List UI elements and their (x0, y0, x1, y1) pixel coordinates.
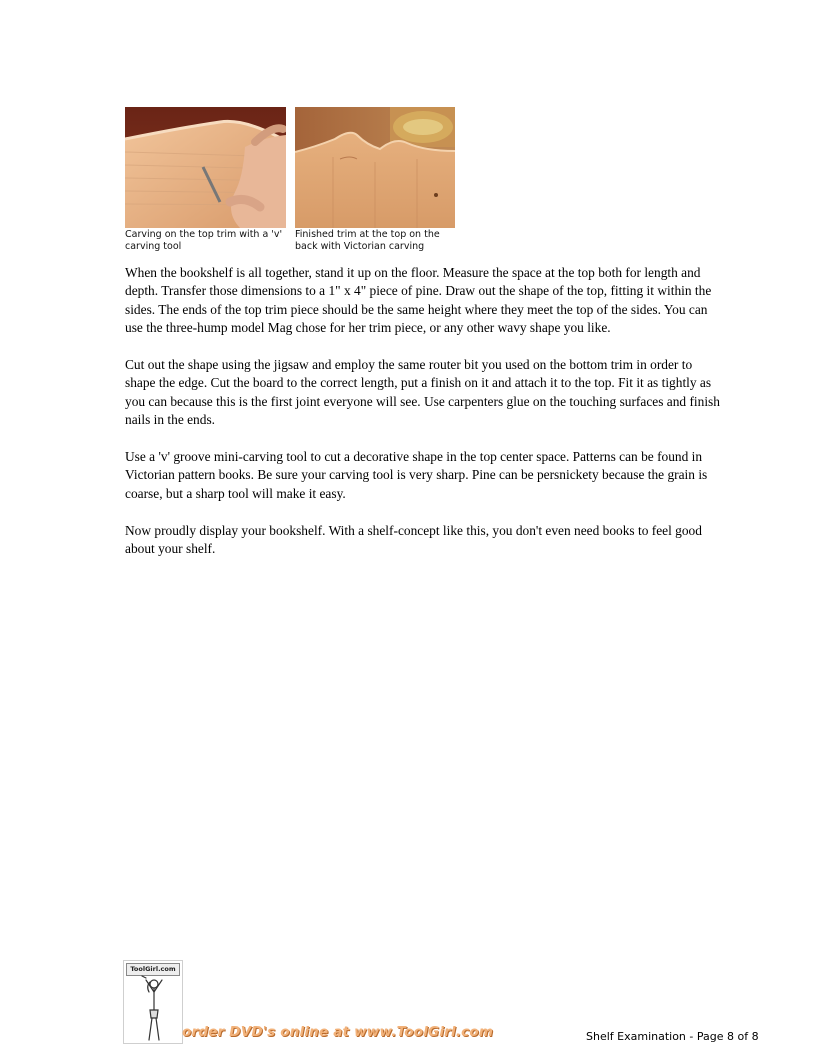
paragraph: When the bookshelf is all together, stand it up on the floor. Measure the space at the top both for length and depth. Transfer those dimensions to a 1" x 4" piece of pine. Draw out the shape of the top, fitting it within the sides. The ends of the top trim piece should be the same height where they meet the top of the sides. You can use the three-hump model Mag chose for her trim piece, or any other wavy shape you like. (125, 265, 712, 336)
figure-caption: Carving on the top trim with a 'v' carving tool (125, 229, 283, 252)
article-body (125, 264, 725, 577)
paragraph: Now proudly display your bookshelf. With a shelf-concept like this, you don't even need books to feel good about your shelf. (125, 522, 702, 557)
figure-caption: Finished trim at the top on the back with Victorian carving (295, 229, 440, 252)
logo-text: ToolGirl.com (126, 963, 180, 976)
paragraph: Use a 'v' groove mini-carving tool to cut a decorative shape in the top center space. Patterns can be found in Victorian pattern books. Be sure your carving tool is very sharp. Pine can be persnickety because the grain is coarse, but a sharp tool will make it easy. (125, 449, 708, 501)
dvd-promo-text: order DVD's online at www.ToolGirl.com (182, 1024, 494, 1040)
carving-top-trim-photo (125, 107, 286, 228)
finished-trim-photo (295, 107, 455, 228)
toolgirl-logo (123, 960, 183, 1044)
page-number: Shelf Examination - Page 8 of 8 (586, 1030, 759, 1043)
toolgirl-figure-icon (124, 974, 182, 1044)
paragraph: Cut out the shape using the jigsaw and employ the same router bit you used on the bottom trim in order to shape the edge. Cut the board to the correct length, put a finish on it and attach it to the top. Fit it as tightly as you can because this is the first joint everyone will see. Use carpenters glue on the touching surfaces and finish nails in the ends. (125, 357, 720, 428)
